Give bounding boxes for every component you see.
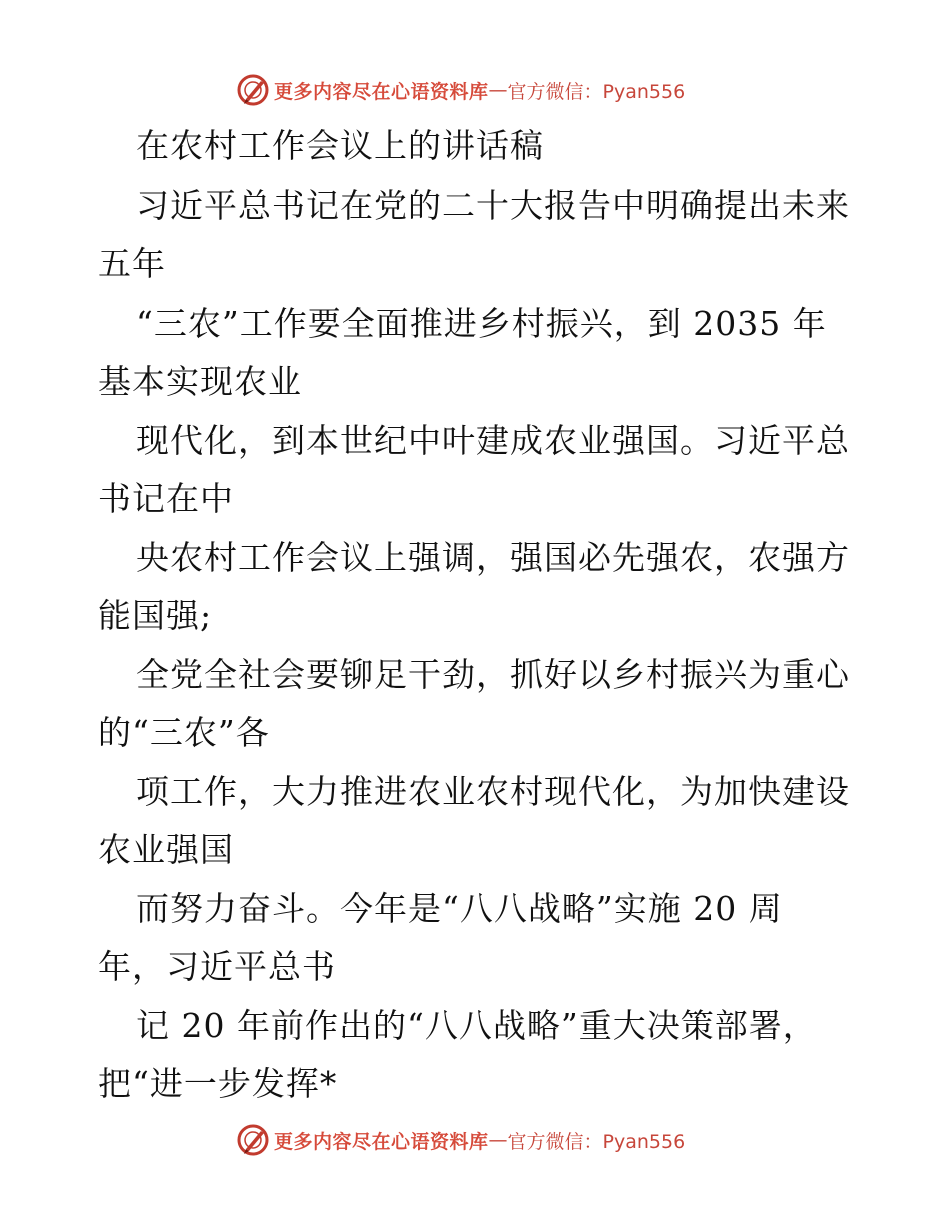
text-line: 而努力奋斗。今年是“八八战略”实施 20 周 <box>136 889 783 928</box>
text-line: 记 20 年前作出的“八八战略”重大决策部署， <box>136 1006 817 1045</box>
watermark-wechat: 官方微信：Pyan556 <box>507 80 686 103</box>
pen-seal-icon <box>236 73 270 107</box>
text-line: 五年 <box>98 244 166 283</box>
watermark-wechat: 官方微信：Pyan556 <box>507 1130 686 1153</box>
text-line: 全党全社会要铆足干劲，抓好以乡村振兴为重心 <box>136 655 850 694</box>
text-line: 农业强国 <box>98 830 234 869</box>
text-line: 项工作，大力推进农业农村现代化，为加快建设 <box>136 772 850 811</box>
text-line: 书记在中 <box>98 479 234 518</box>
text-line: “三农”工作要全面推进乡村振兴，到 2035 年 <box>136 304 827 343</box>
text-line: 央农村工作会议上强调，强国必先强农，农强方 <box>136 538 850 577</box>
text-line: 的“三农”各 <box>98 713 270 752</box>
document-title: 在农村工作会议上的讲话稿 <box>136 126 544 165</box>
text-line: 基本实现农业 <box>98 362 302 401</box>
pen-seal-icon <box>236 1123 270 1157</box>
text-line: 习近平总书记在党的二十大报告中明确提出未来 <box>136 186 850 225</box>
watermark-footer <box>236 1122 756 1158</box>
watermark-header <box>236 72 756 108</box>
text-line: 年，习近平总书 <box>98 947 336 986</box>
text-line: 能国强; <box>98 596 213 635</box>
watermark-dash: — <box>488 1129 508 1151</box>
watermark-text: 更多内容尽在心语资料库 <box>274 80 489 103</box>
watermark-dash: — <box>488 79 508 101</box>
watermark-text: 更多内容尽在心语资料库 <box>274 1130 489 1153</box>
text-line: 现代化，到本世纪中叶建成农业强国。习近平总 <box>136 421 850 460</box>
text-line: 把“进一步发挥* <box>98 1064 338 1103</box>
